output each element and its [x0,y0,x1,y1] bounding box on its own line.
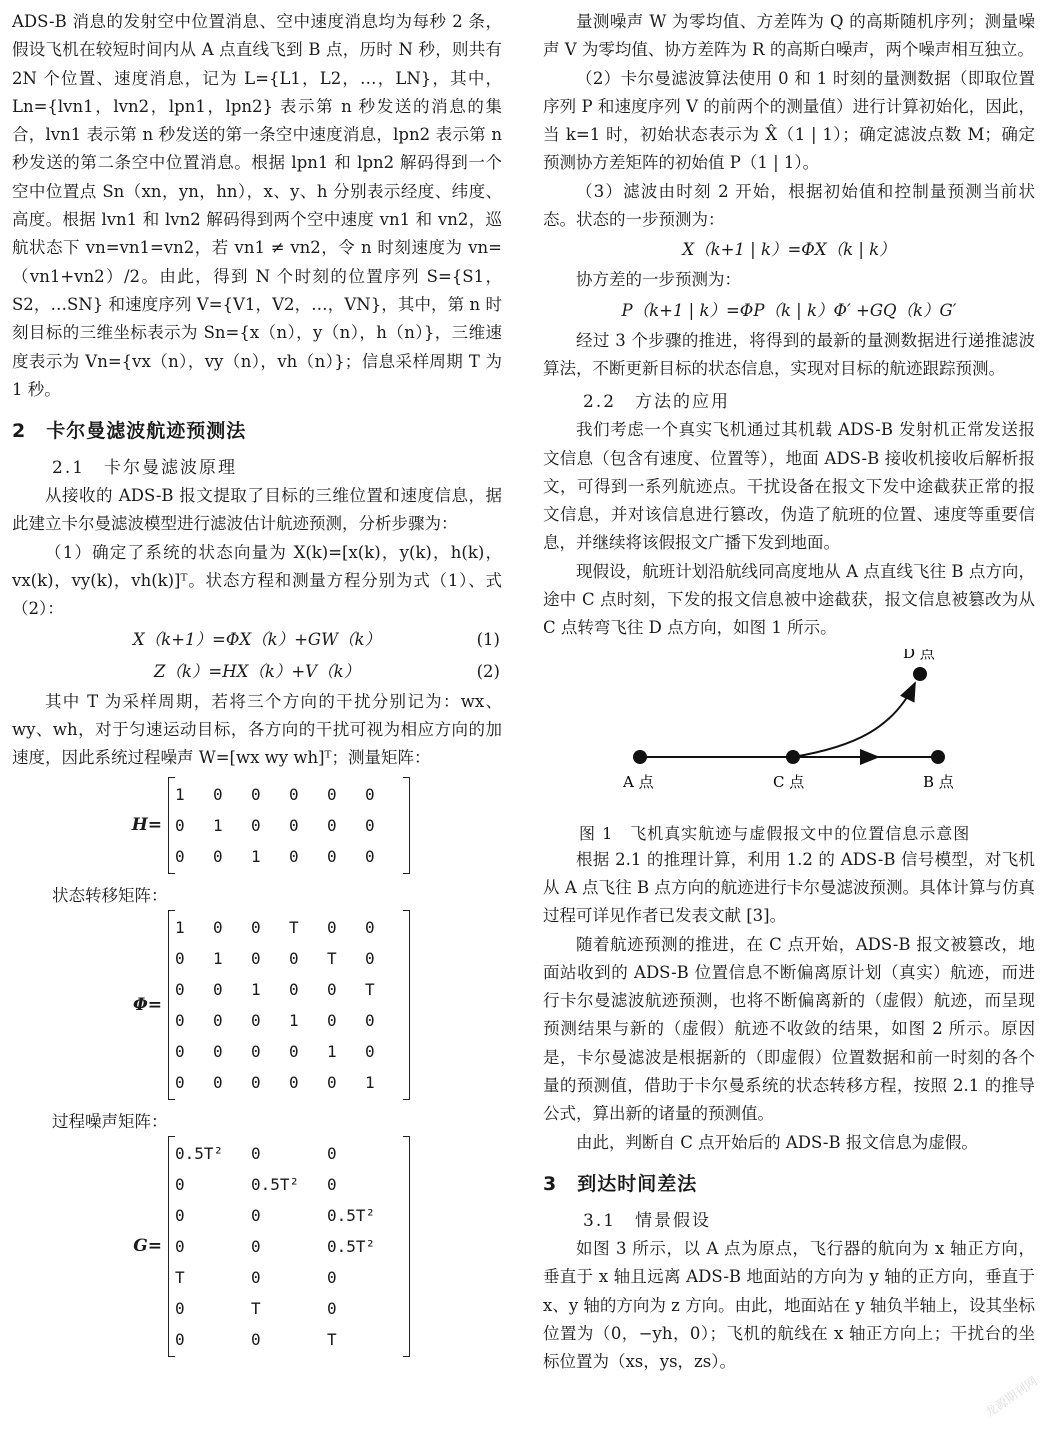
matrix-cell: 0 [175,1205,185,1225]
matrix-cell: 0.5T² [175,1143,224,1163]
matrix-cell: 0 [175,846,185,866]
matrix-row [175,1262,403,1293]
section-3-heading: 3 到达时间差法 [543,1172,698,1195]
matrix-cell: 0 [175,1236,185,1256]
matrix-cell: 0.5T² [327,1236,376,1256]
label-d: D 点 [903,648,935,662]
matrix-cell: 0 [327,917,337,937]
point-b [931,750,945,764]
right-paragraph-9: 随着航迹预测的推进，在 C 点开始，ADS-B 报文被篡改，地面站收到的 ADS-B 位置信息不断偏离原计划（真实）航迹，而进行卡尔曼滤波航迹预测，也将不断偏离新的（虚假）航迹，而呈现预测结果与新的（虚假）航迹不收敛的结果，如图 2 所示。原因是，卡尔曼滤波是根据新的（即虚假）位置数据和前一时刻的各个量的预测值，借助于卡尔曼系统的状态转移方程，按照 2.1 的推导公式，算出新的诸量的预测值。 [543,934,1035,1124]
right-paragraph-10: 由此，判断自 C 点开始后的 ADS-B 报文信息为虚假。 [576,1132,978,1152]
matrix-row [175,943,403,974]
matrix-cell: 0 [327,784,337,804]
matrix-cell: 0 [213,846,223,866]
matrix-cell: 0 [213,917,223,937]
matrix-phi-name: Φ= [132,994,162,1015]
matrix-cell: 1 [327,1041,337,1061]
matrix-cell: 0 [289,948,299,968]
matrix-cell: 1 [213,815,223,835]
matrix-cell: 0 [251,948,261,968]
matrix-cell: 0 [365,1010,375,1030]
matrix-row [175,1036,403,1067]
point-d [913,667,927,681]
matrix-cell: 0 [175,1041,185,1061]
matrix-row [175,1200,403,1231]
matrix-cell: 0 [327,846,337,866]
matrix-cell: 0 [251,1041,261,1061]
equation-3-body: X（k+1 | k）=ΦX（k | k） [682,240,896,260]
subsection-3-1-heading: 3.1 情景假设 [583,1210,712,1231]
matrix-cell: 0 [175,1072,185,1092]
matrix-cell: 0 [327,1072,337,1092]
matrix-cell: 0 [365,917,375,937]
matrix-cell: 0 [175,1174,185,1194]
matrix-cell: 0 [175,979,185,999]
matrix-cell: T [327,948,337,968]
matrix-cell: 0 [289,1072,299,1092]
matrix-row [175,912,403,943]
matrix-cell: 0.5T² [327,1205,376,1225]
matrix-cell: 0 [213,784,223,804]
equation-4 [543,295,1035,327]
matrix-g [12,1136,502,1357]
equation-2 [12,656,502,688]
figure-1 [543,649,1035,819]
matrix-cell: 0 [289,815,299,835]
subsection-2-2-heading: 2.2 方法的应用 [583,392,731,413]
matrix-cell: 0 [213,1010,223,1030]
right-column [543,8,1035,1376]
matrix-cell: 0 [251,1072,261,1092]
matrix-row [175,810,403,841]
equation-3 [543,234,1035,266]
right-paragraph-6: 我们考虑一个真实飞机通过其机载 ADS-B 发射机正常发送报文信息（包含有速度、位置等），地面 ADS-B 接收机接收后解析报文，可得到一系列航迹点。干扰设备在报文下发中途截获正常的报文信息，并对该信息进行篡改，伪造了航班的位置、速度等重要信息，并继续将该假报文广播下发到地面。 [543,420,1035,553]
matrix-cell: 1 [251,979,261,999]
matrix-cell: 0 [213,979,223,999]
right-paragraph-1: 量测噪声 W 为零均值、方差阵为 Q 的高斯随机序列；测量噪声 V 为零均值、协方差阵为 R 的高斯白噪声，两个噪声相互独立。 [543,12,1035,60]
matrix-cell: 0 [365,815,375,835]
matrix-cell: 0 [251,815,261,835]
matrix-cell: 1 [251,846,261,866]
subsection-2-1-heading: 2.1 卡尔曼滤波原理 [52,458,238,479]
matrix-cell: 0 [327,1174,337,1194]
matrix-cell: 0 [365,1041,375,1061]
equation-4-body: P（k+1 | k）=ΦP（k | k）Φ′ +GQ（k）G′ [621,300,957,320]
matrix-cell: 0 [365,948,375,968]
matrix-cell: 1 [365,1072,375,1092]
matrix-cell: 0 [251,1205,261,1225]
equation-1-number: (1) [476,629,500,649]
matrix-cell: T [289,917,299,937]
matrix-row [175,1169,403,1200]
phi-label: 状态转移矩阵： [52,885,168,905]
matrix-cell: 0 [327,1010,337,1030]
matrix-cell: 0 [251,1236,261,1256]
matrix-cell: 0 [251,1329,261,1349]
matrix-row [175,779,403,810]
left-paragraph-1: ADS-B 消息的发射空中位置消息、空中速度消息均为每秒 2 条，假设飞机在较短时间内从 A 点直线飞到 B 点，历时 N 秒，则共有 2N 个位置、速度消息，记为 L={L1，L2，…，LN}，其中，Ln={lvn1，lvn2，lpn1，lpn2} 表示第 n 秒发送的消息的集合，lvn1 表示第 n 秒发送的第一条空中速度消息，lpn2 表示第 n 秒发送的第二条空中位置消息。根据 lpn1 和 lpn2 解码得到一个空中位置点 Sn（xn，yn，hn），x、y、h 分别表示经度、纬度、高度。根据 lvn1 和 lvn2 解码得到两个空中速度 vn1 和 vn2，巡航状态下 vn=vn1=vn2，若 vn1 ≠ vn2，令 n 时刻速度为 vn=（vn1+vn2）/2。由此，得到 N 个时刻的位置序列 S={S1，S2，…SN} 和速度序列 V={V1，V2，…，VN}，其中，第 n 时刻目标的三维坐标表示为 Sn={x（n），y（n），h（n）}，三维速度表示为 Vn={vx（n），vy（n），vh（n）}；信息采样周期 T 为 1 秒。 [12,12,502,399]
matrix-cell: 0 [213,1041,223,1061]
figure-1-caption: 图 1 飞机真实航迹与虚假报文中的位置信息示意图 [579,823,971,843]
matrix-cell: 0 [365,846,375,866]
matrix-row [175,1005,403,1036]
matrix-cell: 0 [175,1298,185,1318]
point-a [633,750,647,764]
matrix-phi [12,910,502,1100]
equation-2-body: Z（k）=HX（k）+V（k） [153,661,361,681]
matrix-cell: 0 [175,1329,185,1349]
matrix-cell: 1 [213,948,223,968]
equation-1 [12,624,502,656]
matrix-row [175,1324,403,1355]
matrix-row [175,1067,403,1098]
matrix-phi-table [175,912,403,1098]
matrix-cell: 0 [289,784,299,804]
matrix-cell: 0 [251,917,261,937]
equation-2-number: (2) [476,661,500,681]
watermark: 龙源期刊网 [982,1373,1040,1420]
matrix-cell: 0 [213,1072,223,1092]
right-paragraph-3: （3）滤波由时刻 2 开始，根据初始值和控制量预测当前状态。状态的一步预测为： [543,181,1035,230]
left-paragraph-3: （1）确定了系统的状态向量为 X(k)=[x(k)，y(k)，h(k)，vx(k)，vy(k)，vh(k)]ᵀ。状态方程和测量方程分别为式（1）、式（2）： [12,542,502,619]
matrix-row [175,1138,403,1169]
g-label: 过程噪声矩阵： [52,1111,168,1131]
matrix-cell: 0 [289,1041,299,1061]
matrix-cell: 0 [365,784,375,804]
matrix-cell: 0 [327,979,337,999]
matrix-cell: T [175,1267,185,1287]
matrix-cell: 0.5T² [251,1174,300,1194]
matrix-cell: 0 [251,1267,261,1287]
matrix-cell: 0 [251,784,261,804]
matrix-cell: 0 [175,815,185,835]
matrix-row [175,1293,403,1324]
left-paragraph-4: 其中 T 为采样周期，若将三个方向的干扰分别记为：wx、wy、wh，对于匀速运动目标，各方向的干扰可视为相应方向的加速度，因此系统过程噪声 W=[wx wy wh]ᵀ；测量矩阵： [12,691,502,768]
matrix-cell: 0 [327,815,337,835]
matrix-h [12,777,502,874]
matrix-cell: 0 [289,846,299,866]
figure-1-diagram [543,649,1035,819]
matrix-row [175,974,403,1005]
matrix-cell: 0 [289,979,299,999]
label-c: C 点 [773,772,805,791]
matrix-cell: 1 [175,784,185,804]
matrix-cell: 0 [175,1010,185,1030]
right-paragraph-5: 经过 3 个步骤的推进，将得到的最新的量测数据进行递推滤波算法，不断更新目标的状态信息，实现对目标的航迹跟踪预测。 [543,330,1035,378]
point-c [786,750,800,764]
matrix-row [175,1231,403,1262]
left-column [12,8,502,1365]
right-paragraph-8: 根据 2.1 的推理计算，利用 1.2 的 ADS-B 信号模型，对飞机从 A 点飞往 B 点方向的航迹进行卡尔曼滤波预测。具体计算与仿真过程可详见作者已发表文献 [3]。 [543,849,1035,926]
matrix-row [175,841,403,872]
matrix-cell: 0 [327,1143,337,1163]
right-paragraph-2: （2）卡尔曼滤波算法使用 0 和 1 时刻的量测数据（即取位置序列 P 和速度序列 V 的前两个的测量值）进行计算初始化，因此，当 k=1 时，初始状态表示为 X̂（1 | 1）；确定滤波点数 M；确定预测协方差矩阵的初始值 P（1 | 1）。 [543,68,1035,173]
matrix-h-name: H= [131,815,162,836]
label-b: B 点 [923,772,954,791]
right-paragraph-7: 现假设，航班计划沿航线同高度地从 A 点直线飞往 B 点方向，途中 C 点时刻，下发的报文信息被中途截获，报文信息被篡改为从 C 点转弯飞往 D 点方向，如图 1 所示。 [543,561,1035,638]
matrix-cell: 1 [175,917,185,937]
matrix-cell: T [251,1298,261,1318]
section-2-heading: 2 卡尔曼滤波航迹预测法 [12,420,247,443]
matrix-cell: 0 [175,948,185,968]
matrix-cell: T [327,1329,337,1349]
equation-1-body: X（k+1）=ΦX（k）+GW（k） [132,629,382,649]
left-paragraph-2: 从接收的 ADS-B 报文提取了目标的三维位置和速度信息，据此建立卡尔曼滤波模型进行滤波估计航迹预测，分析步骤为： [12,486,502,534]
matrix-cell: 0 [251,1010,261,1030]
matrix-cell: 1 [289,1010,299,1030]
matrix-h-table [175,779,403,872]
matrix-cell: 0 [327,1298,337,1318]
matrix-cell: 0 [251,1143,261,1163]
right-paragraph-11: 如图 3 所示，以 A 点为原点，飞行器的航向为 x 轴正方向，垂直于 x 轴且远离 ADS-B 地面站的方向为 y 轴的正方向，垂直于 x、y 轴的方向为 z 方向。由此，地面站在 y 轴负半轴上，设其坐标位置为（0，−yh，0）；飞机的航线在 x 轴正方向上；干扰台的坐标位置为（xs，ys，zs）。 [543,1238,1035,1372]
label-a: A 点 [623,772,654,791]
matrix-g-table [175,1138,403,1355]
matrix-cell: T [365,979,375,999]
fake-track-curve [793,683,915,757]
right-paragraph-4: 协方差的一步预测为： [576,270,741,290]
matrix-g-name: G= [133,1236,162,1257]
matrix-cell: 0 [327,1267,337,1287]
